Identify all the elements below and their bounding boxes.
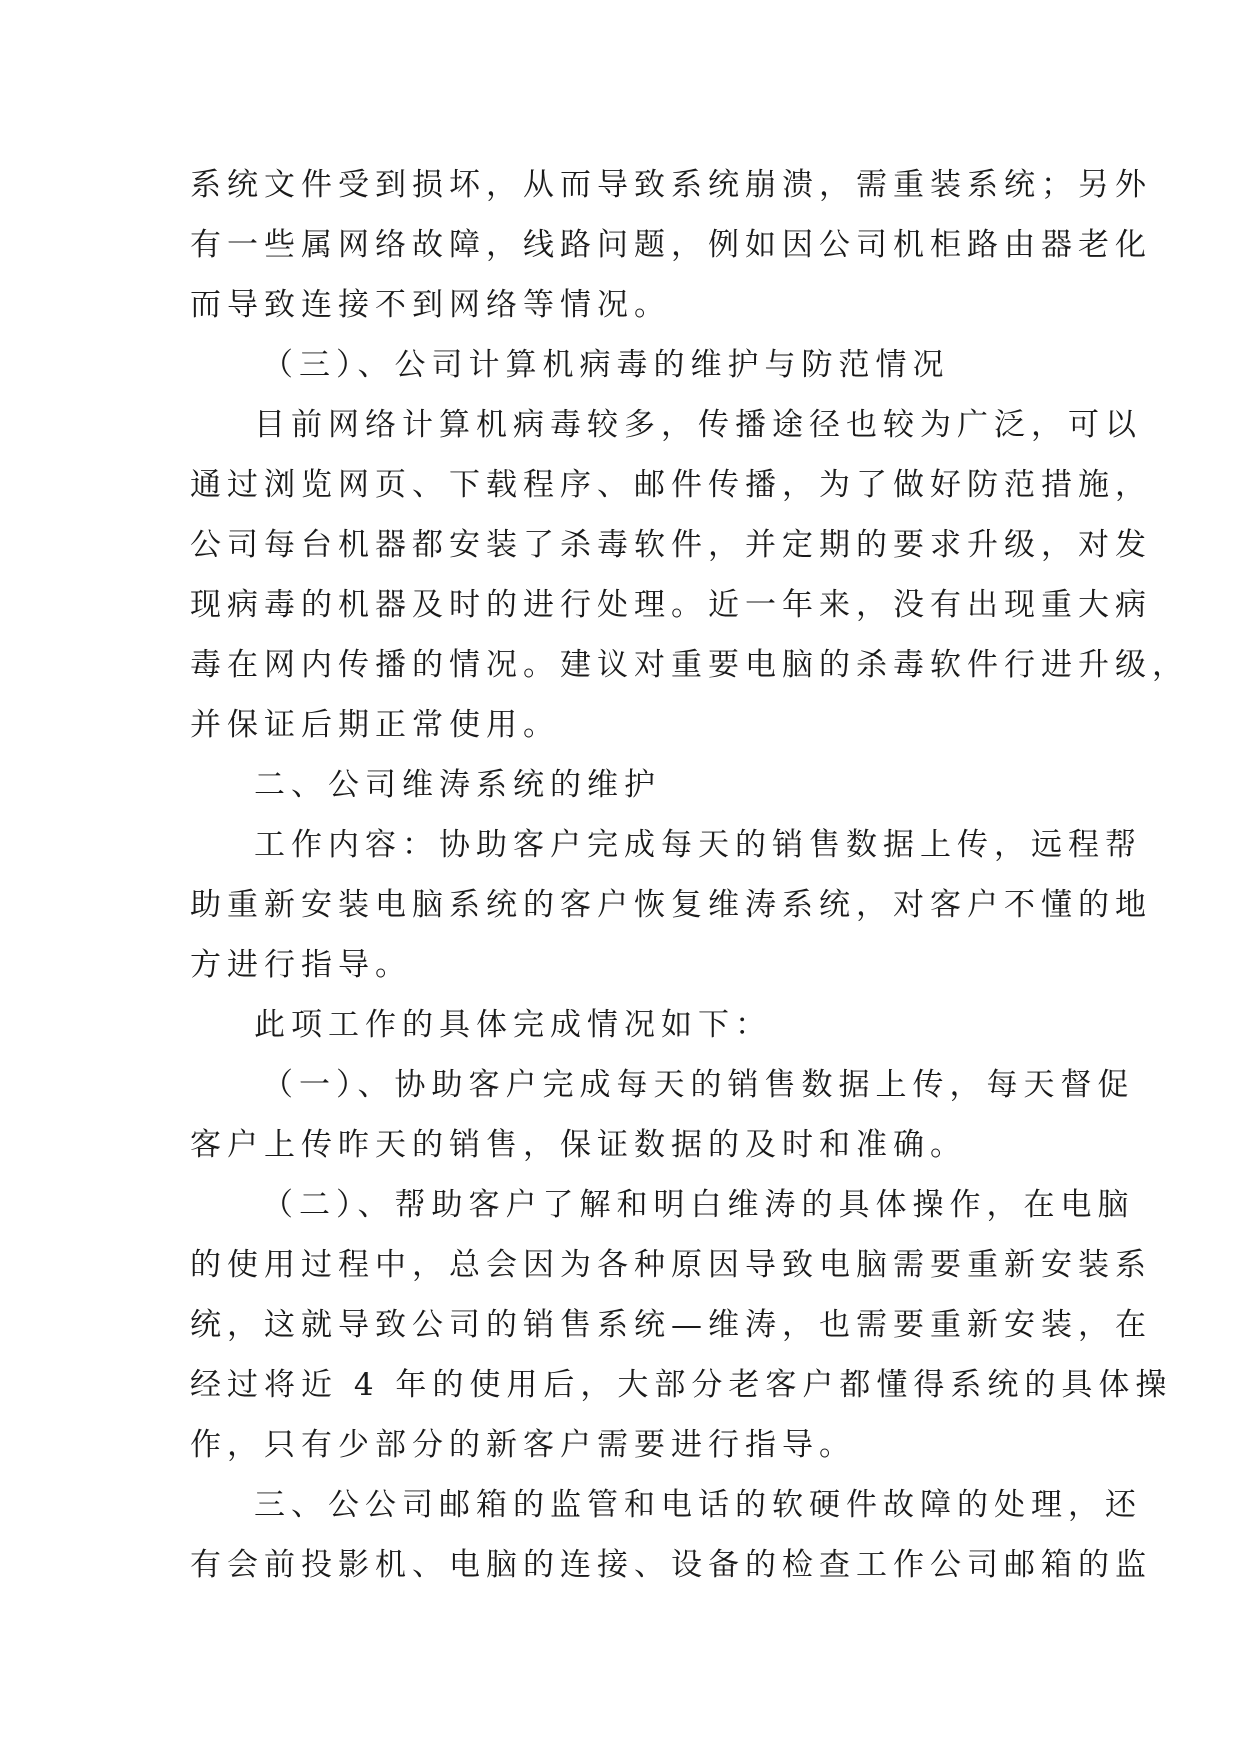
- text-line: 公司每台机器都安装了杀毒软件，并定期的要求升级，对发: [190, 527, 1152, 563]
- text-line: 作，只有少部分的新客户需要进行指导。: [190, 1427, 856, 1463]
- text-line: 并保证后期正常使用。: [190, 707, 560, 743]
- text-line: 通过浏览网页、下载程序、邮件传播，为了做好防范措施，: [190, 467, 1152, 503]
- text-line: 而导致连接不到网络等情况。: [190, 287, 671, 323]
- text-line: 此项工作的具体完成情况如下：: [254, 1007, 772, 1043]
- text-line: 二、公司维涛系统的维护: [254, 767, 661, 803]
- text-line: （二）、帮助客户了解和明白维涛的具体操作，在电脑: [262, 1187, 1135, 1223]
- body-text: [190, 155, 1189, 1595]
- text-line: 有一些属网络故障，线路问题，例如因公司机柜路由器老化: [190, 227, 1152, 263]
- text-line: （三）、公司计算机病毒的维护与防范情况: [262, 347, 950, 383]
- text-line: 统，这就导致公司的销售系统—维涛，也需要重新安装，在: [190, 1307, 1152, 1343]
- text-line: 助重新安装电脑系统的客户恢复维涛系统，对客户不懂的地: [190, 887, 1152, 923]
- text-line: 的使用过程中，总会因为各种原因导致电脑需要重新安装系: [190, 1247, 1152, 1283]
- text-line: 经过将近 4 年的使用后，大部分老客户都懂得系统的具体操: [190, 1367, 1173, 1403]
- text-line: 方进行指导。: [190, 947, 412, 983]
- text-line: 目前网络计算机病毒较多，传播途径也较为广泛，可以: [254, 407, 1142, 443]
- text-line: 系统文件受到损坏，从而导致系统崩溃，需重装系统；另外: [190, 167, 1152, 203]
- text-line: 工作内容：协助客户完成每天的销售数据上传，远程帮: [254, 827, 1142, 863]
- text-line: 三、公公司邮箱的监管和电话的软硬件故障的处理，还: [254, 1487, 1142, 1523]
- text-line: 客户上传昨天的销售，保证数据的及时和准确。: [190, 1127, 967, 1163]
- text-line: 有会前投影机、电脑的连接、设备的检查工作公司邮箱的监: [190, 1547, 1152, 1583]
- text-line: 现病毒的机器及时的进行处理。近一年来，没有出现重大病: [190, 587, 1152, 623]
- text-line: （一）、协助客户完成每天的销售数据上传，每天督促: [262, 1067, 1135, 1103]
- text-line: 毒在网内传播的情况。建议对重要电脑的杀毒软件行进升级，: [190, 647, 1189, 683]
